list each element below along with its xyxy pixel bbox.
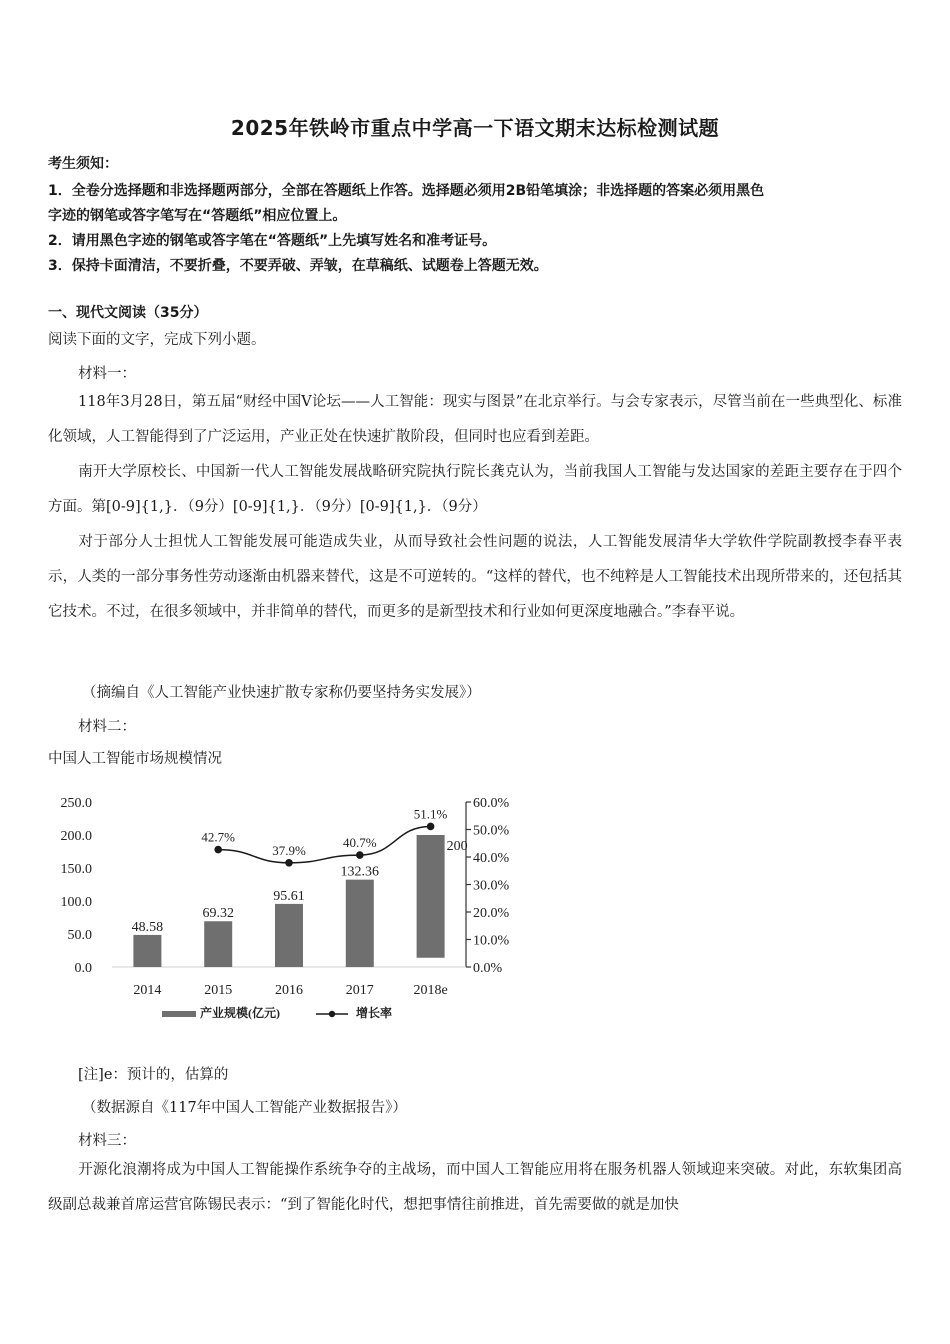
source-note: （摘编自《人工智能产业快速扩散专家称仍要坚持务实发展》） (82, 685, 481, 701)
right-axis (466, 796, 510, 976)
bar (417, 835, 445, 958)
right-tick-label: 30.0% (473, 878, 510, 894)
material-label: 材料一： (78, 366, 136, 382)
right-tick-label: 0.0% (473, 961, 503, 976)
legend-label-bar: 产业规模(亿元) (200, 1006, 280, 1020)
chart-legend (162, 1005, 392, 1020)
growth-point (427, 823, 435, 831)
notice-line: 3．保持卡面清洁，不要折叠，不要弄破、弄皱，在草稿纸、试题卷上答题无效。 (48, 258, 548, 274)
right-tick-label: 60.0% (473, 796, 510, 811)
right-tick-label: 50.0% (473, 823, 510, 839)
bar-value-label: 48.58 (131, 919, 164, 935)
x-tick-label: 2016 (275, 983, 303, 998)
section-heading: 一、现代文阅读（35分） (48, 305, 208, 321)
notice-line: 字迹的钢笔或答字笔写在“答题纸”相应位置上。 (48, 208, 347, 224)
chart-source: （数据源自《117年中国人工智能产业数据报告》） (82, 1100, 407, 1116)
left-tick-label: 150.0 (60, 862, 92, 877)
bar (275, 904, 303, 967)
right-tick-label: 40.0% (473, 851, 510, 866)
left-tick-label: 0.0 (74, 961, 92, 976)
chart-caption: 中国人工智能市场规模情况 (48, 751, 222, 767)
notice-line: 2．请用黑色字迹的钢笔或答字笔在“答题纸”上先填写姓名和准考证号。 (48, 233, 497, 249)
legend-swatch-point (329, 1011, 335, 1017)
growth-value-label: 42.7% (201, 829, 235, 845)
left-tick-label: 200.0 (60, 829, 92, 844)
left-tick-label: 250.0 (60, 796, 92, 811)
bar-value-label: 95.61 (273, 888, 305, 904)
material-label: 材料三： (78, 1133, 136, 1149)
bar (346, 880, 374, 967)
left-tick-label: 100.0 (60, 895, 92, 910)
paragraph: 开源化浪潮将成为中国人工智能操作系统争夺的主战场，而中国人工智能应用将在服务机器人领域迎来突破。对此，东软集团高级副总裁兼首席运营官陈锡民表示：“到了智能化时代，想把事情往前推进，首先需要做的就是加快 (48, 1162, 902, 1213)
bar-value-label: 69.32 (202, 906, 234, 922)
chart-note: [注]e：预计的，估算的 (78, 1067, 229, 1083)
market-size-chart (48, 782, 548, 1032)
left-axis (61, 796, 93, 976)
legend-label-line: 增长率 (356, 1006, 393, 1020)
x-tick-label: 2014 (133, 983, 162, 998)
material-label: 材料二： (78, 719, 136, 735)
paragraph: 118年3月28日，第五届“财经中国V论坛——人工智能：现实与图景”在北京举行。与会专家表示，尽管当前在一些典型化、标准化领域，人工智能得到了广泛运用，产业正处在快速扩散阶段，但同时也应看到差距。 (48, 394, 902, 445)
instruction: 阅读下面的文字，完成下列小题。 (48, 332, 266, 348)
growth-point (214, 846, 222, 854)
right-tick-label: 20.0% (473, 906, 510, 921)
bar-value-label: 132.36 (340, 864, 380, 880)
growth-value-label: 37.9% (272, 842, 306, 858)
legend-swatch-bar (162, 1011, 196, 1017)
x-tick-label: 2018e (413, 983, 448, 998)
growth-value-label: 51.1% (413, 806, 448, 822)
left-tick-label: 50.0 (67, 928, 92, 943)
x-tick-label: 2017 (345, 983, 374, 998)
paragraph: 对于部分人士担忧人工智能发展可能造成失业，从而导致社会性问题的说法，人工智能发展清华大学软件学院副教授李春平表示，人类的一部分事务性劳动逐渐由机器来替代，这是不可逆转的。“这样的替代，也不纯粹是人工智能技术出现所带来的，还包括其它技术。不过，在很多领域中，并非简单的替代，而更多的是新型技术和行业如何更深度地融合。”李春平说。 (48, 534, 902, 620)
growth-point (285, 859, 293, 867)
x-tick-label: 2015 (204, 983, 233, 998)
growth-point (356, 851, 364, 859)
bar (133, 935, 161, 967)
bar-value-label: 200 (446, 839, 468, 854)
bar (204, 921, 232, 967)
x-axis (133, 983, 447, 998)
growth-line (218, 826, 430, 862)
right-tick-label: 10.0% (473, 933, 510, 949)
notice-heading: 考生须知： (48, 156, 118, 172)
line-series (201, 806, 447, 866)
page-title: 2025年铁岭市重点中学高一下语文期末达标检测试题 (230, 116, 720, 140)
notice-line: 1．全卷分选择题和非选择题两部分，全部在答题纸上作答。选择题必须用2B铅笔填涂；非选择题的答案必须用黑色 (48, 183, 765, 199)
paragraph: 南开大学原校长、中国新一代人工智能发展战略研究院执行院长龚克认为，当前我国人工智能与发达国家的差距主要存在于四个方面。第[0-9]{1,}．（9分）[0-9]{1,}．（9分）[0-9]{1,}．（9分） (48, 464, 902, 515)
growth-value-label: 40.7% (343, 835, 377, 851)
